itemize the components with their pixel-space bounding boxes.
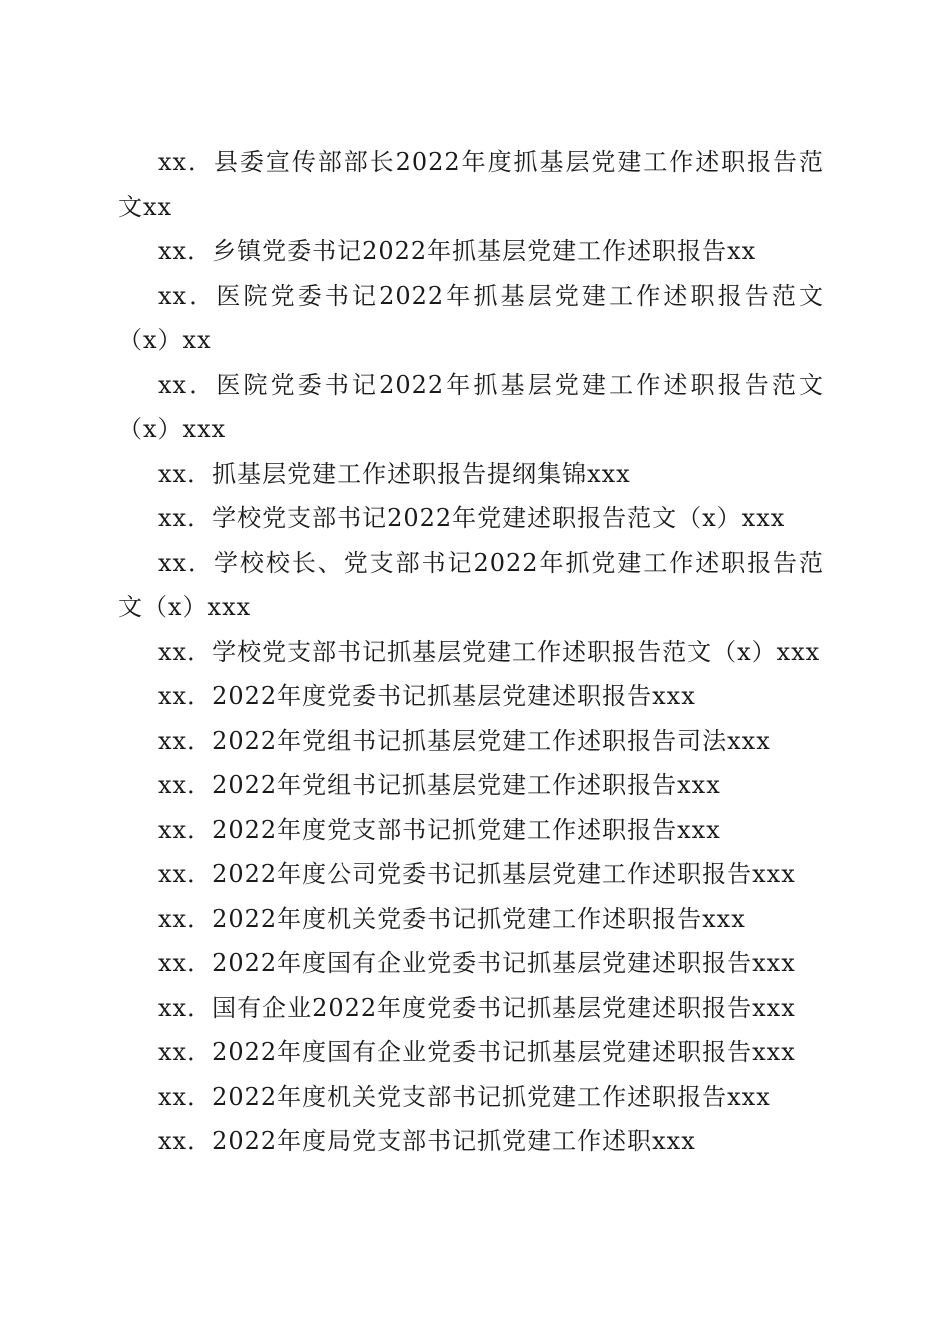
toc-entry: xx．学校校长、党支部书记2022年抓党建工作述职报告范文（x）xxx: [118, 548, 824, 621]
toc-entry: xx．2022年度党支部书记抓党建工作述职报告xxx: [158, 815, 721, 844]
toc-entry: xx．2022年度国有企业党委书记抓基层党建述职报告xxx: [158, 1038, 796, 1066]
toc-entry: xx．2022年度机关党支部书记抓党建工作述职报告xxx: [158, 1082, 771, 1111]
toc-entry: xx．2022年党组书记抓基层党建工作述职报告xxx: [158, 771, 721, 799]
toc-entry: xx．学校党支部书记2022年党建述职报告范文（x）xxx: [158, 504, 786, 532]
toc-entry: xx．医院党委书记2022年抓基层党建工作述职报告范文（x）xx: [118, 281, 824, 354]
toc-entry: xx．国有企业2022年度党委书记抓基层党建述职报告xxx: [158, 993, 796, 1022]
table-of-contents: [118, 140, 824, 1164]
toc-entry: xx．学校党支部书记抓基层党建工作述职报告范文（x）xxx: [158, 637, 821, 666]
toc-entry: xx．2022年党组书记抓基层党建工作述职报告司法xxx: [158, 726, 771, 755]
toc-entry: xx．2022年度局党支部书记抓党建工作述职xxx: [158, 1127, 696, 1155]
toc-entry: xx．县委宣传部部长2022年度抓基层党建工作述职报告范文xx: [118, 148, 824, 221]
toc-entry: xx．2022年度党委书记抓基层党建述职报告xxx: [158, 682, 696, 710]
toc-entry: xx．2022年度机关党委书记抓党建工作述职报告xxx: [158, 904, 746, 933]
toc-entry: xx．乡镇党委书记2022年抓基层党建工作述职报告xx: [158, 237, 757, 265]
toc-entry: xx．抓基层党建工作述职报告提纲集锦xxx: [158, 459, 631, 488]
toc-entry: xx．2022年度国有企业党委书记抓基层党建述职报告xxx: [158, 949, 796, 977]
toc-entry: xx．医院党委书记2022年抓基层党建工作述职报告范文（x）xxx: [118, 370, 824, 443]
toc-entry: xx．2022年度公司党委书记抓基层党建工作述职报告xxx: [158, 860, 796, 888]
